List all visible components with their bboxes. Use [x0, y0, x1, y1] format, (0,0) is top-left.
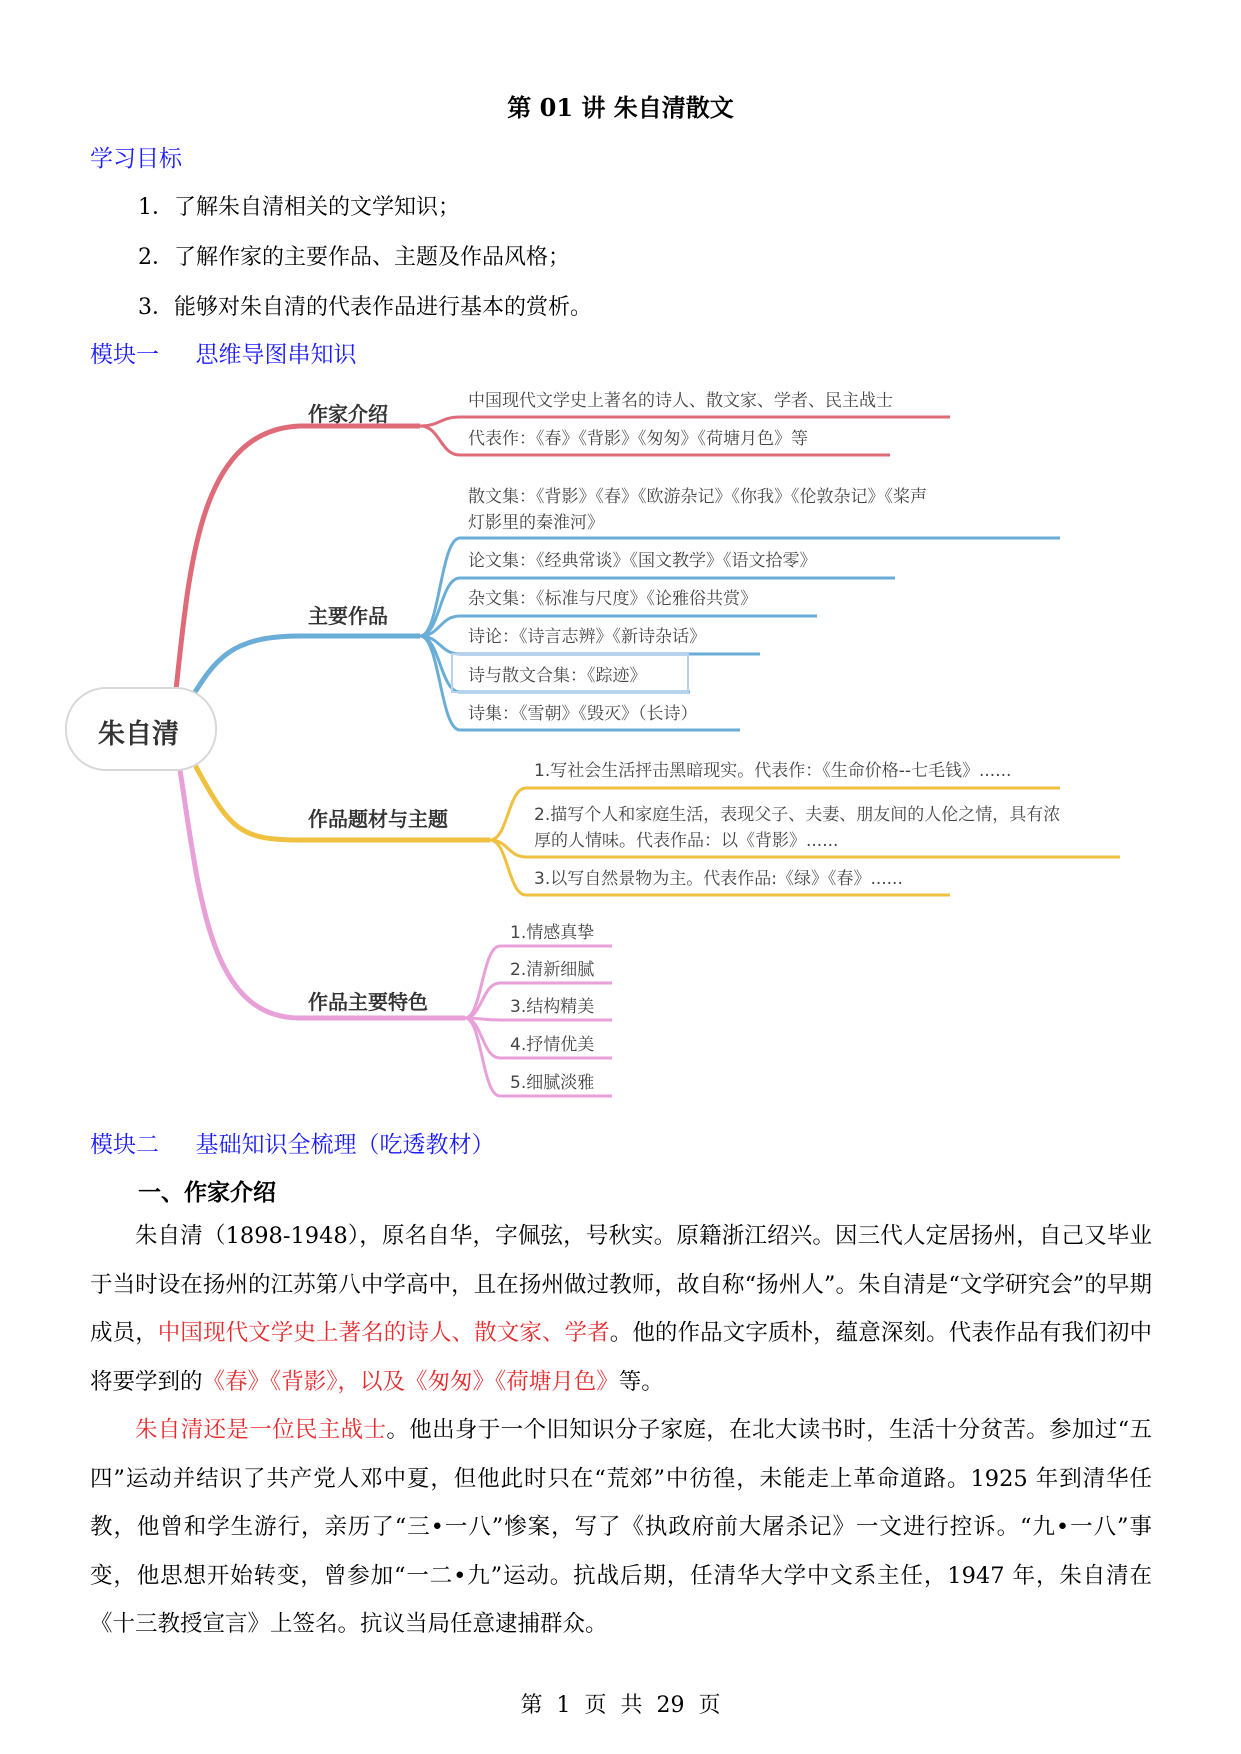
- mindmap-root: 朱自清: [98, 719, 179, 750]
- mindmap-leaf: 2.描写个人和家庭生活，表现父子、夫妻、朋友间的人伦之情，具有浓: [534, 805, 1061, 825]
- para1-highlight: 中国现代文学史上著名的诗人、散文家、学者: [157, 1320, 610, 1346]
- mindmap-leaf: 2.清新细腻: [510, 960, 595, 980]
- para2-text: 。他出身于一个旧知识分子家庭，在北大读书时，生活十分贫苦。参加过“五四”运动并结识了共产党人邓中夏，但他此时只在“荒郊”中彷徨，未能走上革命道路。1925 年到清华任教，他曾和学生游行，亲历了“三•一八”惨案，写了《执政府前大屠杀记》一文进行控诉。“九•一八”事变，他思想开始转变，曾参加“一二•九”运动。抗战后期，任清华大学中文系主任，1947 年，朱自清在《十三教授宣言》上签名。抗议当局任意逮捕群众。: [90, 1417, 1152, 1637]
- mindmap-leaf: 散文集：《背影》《春》《欧游杂记》《你我》《伦敦杂记》《桨声: [468, 487, 927, 507]
- para1-text: 。他的作品文字质朴，蕴意深刻。代表作品有我们初中将要学到的: [90, 1320, 1152, 1395]
- objective-item-3: 3．能够对朱自清的代表作品进行基本的赏析。: [138, 295, 592, 320]
- mindmap-leaf: 诗与散文合集：《踪迹》: [468, 666, 647, 686]
- para2-highlight: 朱自清还是一位民主战士: [135, 1417, 387, 1443]
- paragraph-democratic-fighter: [90, 1406, 1152, 1649]
- branch-themes: 作品题材与主题: [308, 807, 448, 831]
- section-heading: 一、作家介绍: [138, 1180, 276, 1206]
- module2-heading: 模块二 基础知识全梳理（吃透教材）: [90, 1132, 495, 1158]
- page-footer: 第 1 页 共 29 页: [520, 1693, 721, 1718]
- mindmap-leaf: 代表作：《春》《背影》《匆匆》《荷塘月色》等: [468, 429, 808, 449]
- objective-item-1: 1．了解朱自清相关的文学知识；: [138, 195, 460, 220]
- branch-author-intro: 作家介绍: [308, 402, 388, 426]
- para1-text: 等。: [618, 1368, 664, 1395]
- mindmap-leaf: 3.结构精美: [510, 997, 595, 1017]
- mindmap-leaf: 中国现代文学史上著名的诗人、散文家、学者、民主战士: [468, 391, 893, 411]
- branch-features: 作品主要特色: [308, 990, 428, 1014]
- mindmap-leaf: 厚的人情味。代表作品：以《背影》......: [534, 831, 839, 851]
- branch-main-works: 主要作品: [308, 604, 388, 628]
- para1-text: 朱自清（1898-1948），原名自华，字佩弦，号秋实。原籍浙江绍兴。因三代人定居扬州，自己又毕业于当时设在扬州的江苏第八中学高中，且在扬州做过教师，故自称“扬州人”。朱自清是“文学研究会”的早期成员，: [90, 1223, 1152, 1346]
- paragraph-author-intro: [90, 1212, 1152, 1406]
- mindmap-leaf: 灯影里的秦淮河》: [468, 513, 604, 533]
- mindmap-leaf: 3.以写自然景物为主。代表作品:《绿》《春》......: [534, 869, 903, 889]
- mindmap-leaf: 诗论：《诗言志辨》《新诗杂话》: [468, 627, 706, 647]
- page-title: 第 01 讲 朱自清散文: [507, 93, 734, 122]
- mindmap-leaf: 4.抒情优美: [510, 1035, 595, 1055]
- objective-item-2: 2．了解作家的主要作品、主题及作品风格；: [138, 245, 570, 270]
- mindmap-leaf: 1.情感真挚: [510, 923, 595, 943]
- mindmap-leaf: 论文集：《经典常谈》《国文教学》《语文拾零》: [468, 551, 817, 571]
- mindmap-leaf: 1.写社会生活抨击黑暗现实。代表作：《生命价格--七毛钱》......: [534, 761, 1012, 781]
- mindmap-leaf: 5.细腻淡雅: [510, 1073, 595, 1093]
- mindmap-leaf: 诗集：《雪朝》《毁灭》（长诗）: [468, 704, 698, 724]
- para1-highlight: 《春》《背影》，以及《匆匆》《荷塘月色》: [202, 1368, 619, 1395]
- mindmap-leaf: 杂文集：《标准与尺度》《论雅俗共赏》: [468, 589, 757, 609]
- objectives-heading: 学习目标: [90, 146, 182, 172]
- module1-heading: 模块一 思维导图串知识: [90, 342, 357, 368]
